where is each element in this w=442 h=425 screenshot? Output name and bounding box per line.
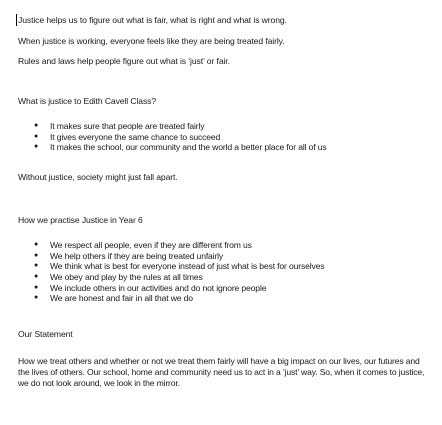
class-justice-list [34,121,327,153]
bullet-icon: ● [34,262,39,270]
bullet-icon: ● [34,122,39,129]
practice-section-heading: How we practise Justice in Year 6 [18,215,143,225]
practice-justice-list [34,240,325,304]
bullet-icon: ● [34,283,39,291]
statement-heading: Our Statement [18,329,73,339]
list-item: ● We think what is best for everyone instead of just what is best for ourselves [34,261,325,272]
bullet-icon: ● [34,294,39,302]
class-section-closing: Without justice, society might just fall apart. [18,172,178,182]
statement-body: How we treat others and whether or not we treat them fairly will have a big impact on our lives, our futures and the lives of others. Our school, home and community need us to act in a ‘just’ way. So, when it comes to justice, we do not look around, we look in the mirror. [18,356,425,388]
intro-line-3: Rules and laws help people figure out what is ‘just’ or fair. [18,56,230,66]
bullet-icon: ● [34,241,39,248]
list-item: ● It makes sure that people are treated fairly [34,121,205,131]
class-section-heading: What is justice to Edith Cavell Class? [18,96,157,106]
list-item: ● It makes the school, our community and the world a better place for all of us [34,142,327,152]
list-item: ● It gives everyone the same chance to succeed [34,131,221,142]
intro-line-1: Justice helps us to figure out what is fair, what is right and what is wrong. [18,15,287,25]
bullet-icon: ● [34,132,39,140]
intro-line-2: When justice is working, everyone feels like they are being treated fairly. [18,36,285,46]
text-cursor [16,14,17,26]
list-item: ● We help others if they are being treated unfairly [34,250,224,261]
bullet-icon: ● [34,273,39,281]
bullet-icon: ● [34,143,39,150]
list-item: ● We are honest and fair in all that we do [34,293,193,304]
bullet-icon: ● [34,251,39,259]
list-item: ● We respect all people, even if they are different from us [34,240,252,250]
list-item: ● We obey and play by the rules at all times [34,272,203,283]
list-item: ● We include others in our activities and do not ignore people [34,282,267,293]
